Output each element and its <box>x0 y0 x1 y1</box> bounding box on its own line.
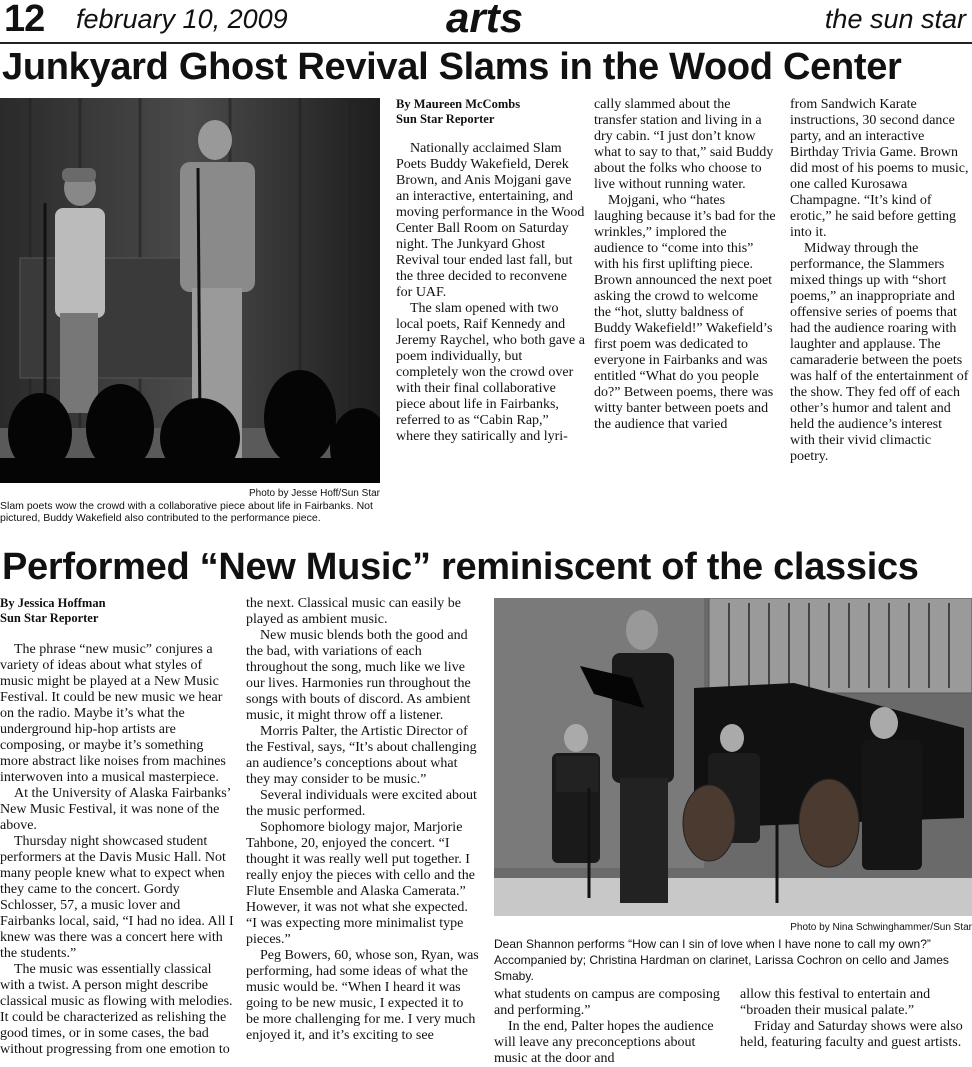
header-rule <box>0 42 972 44</box>
paragraph: Mojgani, who “hates laughing because it’s bad for the wrinkles,” implored the audience to “come into this” with his first uplifting piece. Brown announced the next poet asking the crowd to welcome the “hot, slutty baldness of Buddy Wakefield!” Wakefield’s first poem was dedicated to everyone in Fairbanks and was entitled “What do you people do?” Between poems, there was witty banter between poets and the audience that varied <box>594 193 776 432</box>
paragraph: the next. Classical music can easily be played as ambient music. <box>246 596 461 627</box>
photo2-credit: Photo by Nina Schwinghammer/Sun Star <box>790 922 972 933</box>
paragraph: what students on campus are composing and performing.” <box>494 987 720 1018</box>
paragraph: Nationally acclaimed Slam Poets Buddy Wakefield, Derek Brown, and Anis Mojgani gave an interactive, entertaining, and moving performance in the Wood Center Ball Room on Saturday night. The Junkyard Ghost Revival tour ended last fall, but the three decided to reconvene for UAF. <box>396 141 585 300</box>
article2-column-4 <box>740 987 970 1051</box>
article1-headline: Junkyard Ghost Revival Slams in the Wood Center <box>2 46 902 88</box>
slam-poets-illustration <box>0 98 380 483</box>
paragraph: cally slammed about the transfer station and living in a dry cabin. “I just don’t know what to say to that,” said Buddy about the folks who choose to live without running water. <box>594 97 774 192</box>
paragraph: Morris Palter, the Artistic Director of the Festival, says, “It’s about challenging an audience’s conceptions about what they may consider to be music.” <box>246 724 477 787</box>
concert-illustration <box>494 598 972 916</box>
photo1-credit: Photo by Jesse Hoff/Sun Star <box>248 488 380 499</box>
paragraph: Midway through the performance, the Slammers mixed things up with “short poems,” an inappropriate and offensive series of poems that had the audience roaring with laughter and applause. The camaraderie between the poets was half of the entertainment of the show. They fed off of each other’s humor and talent and held the audience’s interest with their vivid climactic poetry. <box>790 241 969 464</box>
article2-byline-name: By Jessica Hoffman <box>0 596 106 610</box>
article2-headline: Performed “New Music” reminiscent of the classics <box>2 546 919 588</box>
article1-column-1 <box>396 97 586 445</box>
paragraph: In the end, Palter hopes the audience will leave any preconceptions about music at the door and <box>494 1019 714 1066</box>
paragraph: The music was essentially classical with a twist. A person might describe classical music as flowing with melodies. It could be characterized as relishing the good times, or in some cases, the bad without progressing from one emotion to <box>0 962 233 1057</box>
paragraph: Thursday night showcased student performers at the Davis Music Hall. Not many people knew what to expect when they came to the concert. Gordy Schlosser, 57, a music lover and Fairbanks local, said, “I had no idea. All I knew was there was a concert here with the students.” <box>0 834 234 961</box>
article2-column-2 <box>246 596 480 1044</box>
paragraph: The phrase “new music” conjures a variety of ideas about what styles of music might be played at a New Music Festival. It could be new music we hear on the radio. Maybe it’s what the underground hip-hop artists are composing, or maybe it’s something more abstract like noises from machines interwoven into a musical masterpiece. <box>0 642 226 785</box>
article2-column-1 <box>0 596 234 1058</box>
paragraph: At the University of Alaska Fairbanks’ New Music Festival, it was none of the above. <box>0 786 231 833</box>
paragraph: from Sandwich Karate instructions, 30 second dance party, and an interactive Birthday Trivia Game. Brown did most of his poems to music, one called Kurosawa Champagne. “It’s kind of erotic,” he said before getting into it. <box>790 97 969 240</box>
paragraph: Sophomore biology major, Marjorie Tahbone, 20, enjoyed the concert. “I thought it was really well put together. I really enjoy the pieces with cello and the Flute Ensemble and Alaska Camerata.” However, it was not what she expected. “I was expecting more minimalist type pieces.” <box>246 820 475 947</box>
paragraph: The slam opened with two local poets, Raif Kennedy and Jeremy Raychel, who both gave a poem individually, but completely won the crowd over with their final collaborative piece about life in Fairbanks, referred to as “Cabin Rap,” where they satirically and lyri- <box>396 301 585 444</box>
paragraph: Several individuals were excited about the music performed. <box>246 788 477 819</box>
concert-photo <box>494 598 972 916</box>
page-header <box>0 0 972 42</box>
article1-byline-role: Sun Star Reporter <box>396 112 495 126</box>
article1-column-2 <box>594 97 776 433</box>
article2-byline-role: Sun Star Reporter <box>0 611 99 625</box>
article2-column-3 <box>494 987 728 1067</box>
photo1-caption: Slam poets wow the crowd with a collaborative piece about life in Fairbanks. Not pictured, Buddy Wakefield also contributed to the performance piece. <box>0 500 373 524</box>
article1-column-3 <box>790 97 970 465</box>
paragraph: Peg Bowers, 60, whose son, Ryan, was performing, had some ideas of what the music would be. “When I heard it was going to be new music, I expected it to be more challenging for me. I very much enjoyed it, and it’s exciting to see <box>246 948 479 1043</box>
page-number: 12 <box>4 0 45 40</box>
photo2-caption: Dean Shannon performs “How can I sin of love when I have none to call my own?” Accompanied by; Christina Hardman on clarinet, Larissa Cochron on cello and James Smaby. <box>494 937 949 983</box>
section-name: arts <box>446 0 524 41</box>
paragraph: Friday and Saturday shows were also held, featuring faculty and guest artists. <box>740 1019 963 1050</box>
paragraph: allow this festival to entertain and “broaden their musical palate.” <box>740 987 931 1018</box>
issue-date: february 10, 2009 <box>76 4 288 34</box>
article1-byline-name: By Maureen McCombs <box>396 97 521 111</box>
paragraph: New music blends both the good and the bad, with variations of each throughout the song, much like we live our lives. Harmonies run throughout the songs with bouts of discord. As ambient music, it might throw off a listener. <box>246 628 471 723</box>
paper-name: the sun star <box>824 4 966 34</box>
slam-poets-photo <box>0 98 380 483</box>
